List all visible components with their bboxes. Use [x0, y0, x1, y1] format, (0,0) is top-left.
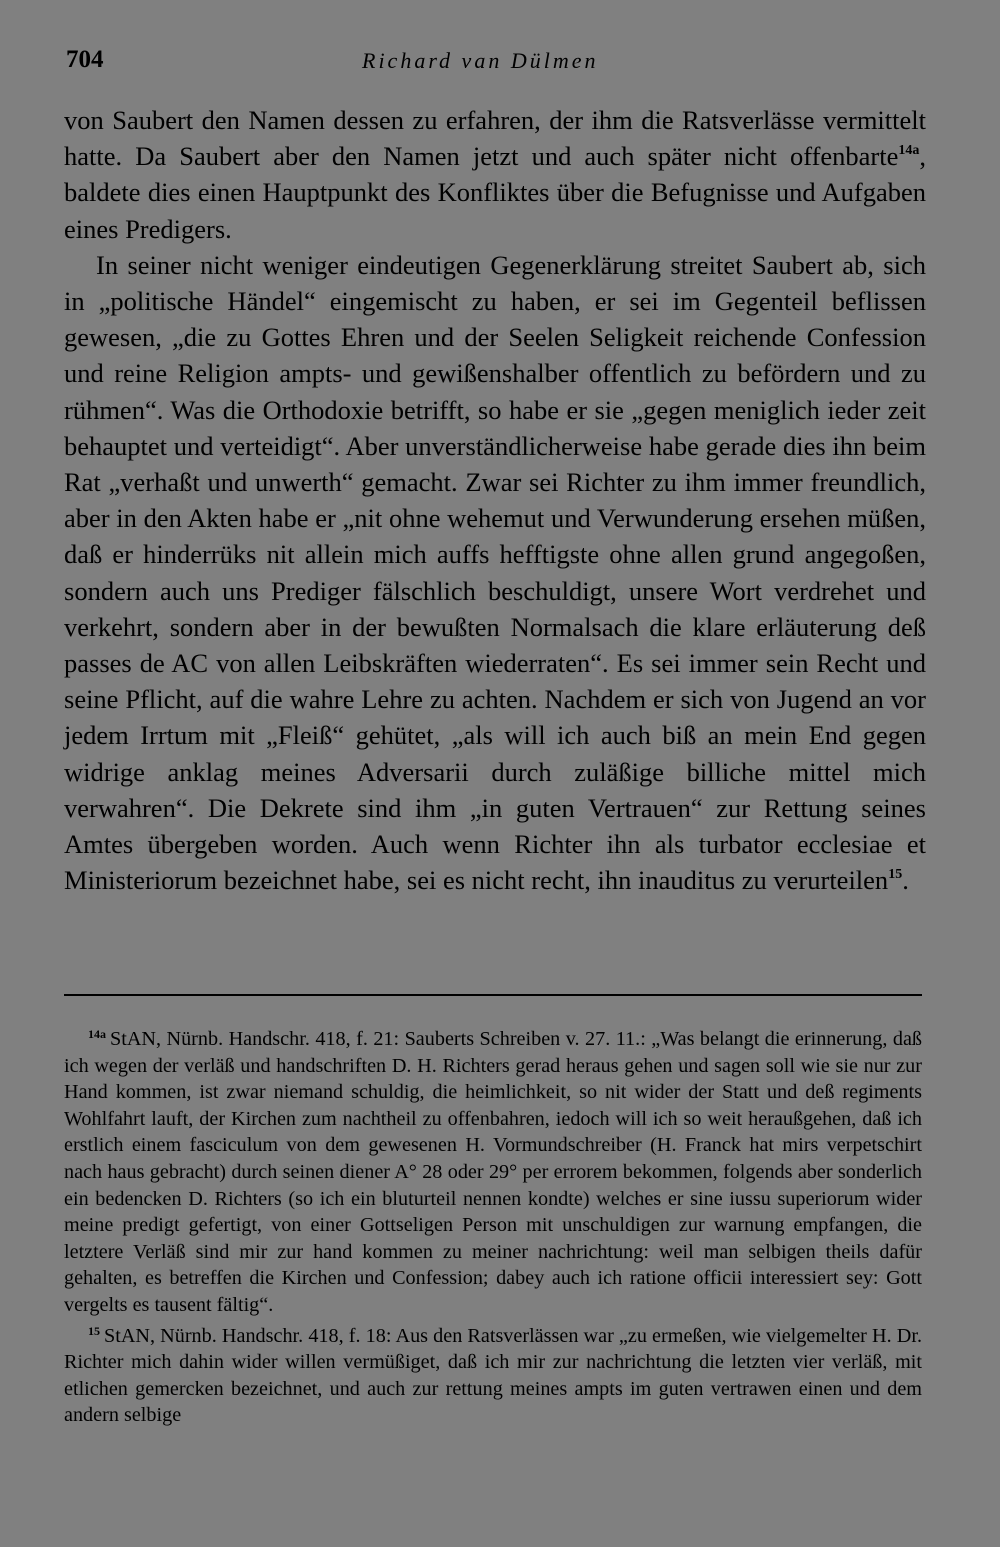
- page-number: 704: [66, 46, 104, 73]
- paragraph-2-end: .: [902, 865, 909, 896]
- footnote-ref-15: 15: [888, 867, 903, 883]
- footnote-text: StAN, Nürnb. Handschr. 418, f. 21: Sauberts Schreiben v. 27. 11.: „Was belangt die erinnerung, daß ich wegen der verläß und handschriften D. H. Richters gerad heraus gehen und sagen soll wie sie nur zur Hand kommen, ist zwar niemand schuldig, die heimlichkeit, so nit wider der Statt und deß regiments Wohlfahrt lauft, der Kirchen zum nachtheil zu offenbahren, iedoch will ich so weit heraußgehen, daß ich erstlich einem fasciculum von dem gewesenen H. Vormundschreiber (H. Franck hat mirs verpetschirt nach haus gebracht) durch seinen diener A° 28 oder 29° per errorem bekommen, folgends aber sonderlich ein bedencken D. Richters (so ich ein bluturteil nennen kondte) welches er sine iussu superiorum wider meine predigt gefertigt, von einer Gottseligen Person mit unschuldigen zur warnung empfangen, die letztere Verläß sind mir zur hand kommen zu meiner nachrichtung: weil man selbigen theils dafür gehalten, es betreffen die Kirchen und Confession; dabey auch ich ratione officii interessiert sey: Gott vergelts es tausent fältig“.: [64, 1028, 922, 1316]
- paragraph-1: [64, 102, 926, 247]
- footnote-14a: [64, 1026, 922, 1319]
- footnote-mark: 14a: [88, 1027, 106, 1041]
- paragraph-1-text-b: , baldete dies einen Hauptpunkt des Konfliktes über die Befugnisse und Aufgaben eines Predigers.: [64, 141, 926, 244]
- footnote-text: StAN, Nürnb. Handschr. 418, f. 18: Aus den Ratsverlässen war „zu ermeßen, wie vielgemelter H. Dr. Richter mich dahin wider willen vermüßiget, daß ich mir zur nachrichtung die letzten vier verläß, mit etlichen gemercken bezeichnet, und auch zur rettung meines ampts im guten vertrawen einen und dem andern selbige: [64, 1324, 922, 1427]
- paragraph-1-text-a: von Saubert den Namen dessen zu erfahren, der ihm die Ratsverlässe vermittelt hatte. Da Saubert aber den Namen jetzt und auch später nicht offenbarte: [64, 105, 926, 172]
- footnote-15: [64, 1323, 922, 1429]
- paragraph-2-text: In seiner nicht weniger eindeutigen Gegenerklärung streitet Saubert ab, sich in „politische Händel“ eingemischt zu haben, er sei im Gegenteil beflissen gewesen, „die zu Gottes Ehren und der Seelen Seligkeit reichende Confession und reine Religion ampts- und gewißenshalber offentlich zu befördern und zu rühmen“. Was die Orthodoxie betrifft, so habe er sie „gegen meniglich ieder zeit behauptet und verteidigt“. Aber unverständlicherweise habe gerade dies ihn beim Rat „verhaßt und unwerth“ gemacht. Zwar sei Richter zu ihm immer freundlich, aber in den Akten habe er „nit ohne wehemut und Verwunderung ersehen müßen, daß er hinderrüks nit allein mich auffs hefftigste ohne allen grund angegoßen, sondern auch uns Prediger fälschlich beschuldigt, unsere Wort verdrehet und verkehrt, sondern aber in der bewußten Normalsach die klare erläuterung deß passes de AC von allen Leibskräften wiederraten“. Es sei immer sein Recht und seine Pflicht, auf die wahre Lehre zu achten. Nachdem er sich von Jugend an vor jedem Irrtum mit „Fleiß“ gehütet, „als will ich auch biß an mein End gegen widrige anklag meines Adversarii durch zuläßige billiche mittel mich verwahren“. Die Dekrete sind ihm „in guten Vertrauen“ zur Rettung seines Amtes übergeben worden. Auch wenn Richter ihn als turbator ecclesiae et Ministeriorum bezeichnet habe, sei es nicht recht, ihn inauditus zu verurteilen: [64, 249, 926, 896]
- paragraph-2: [64, 247, 926, 899]
- footnote-ref-14a: 14a: [898, 143, 920, 159]
- footnote-divider: [64, 994, 922, 996]
- running-head: Richard van Dülmen: [362, 48, 599, 73]
- page-header: [66, 46, 924, 80]
- footnote-mark: 15: [88, 1323, 100, 1338]
- main-text: [64, 102, 926, 898]
- footnotes: [64, 1026, 922, 1429]
